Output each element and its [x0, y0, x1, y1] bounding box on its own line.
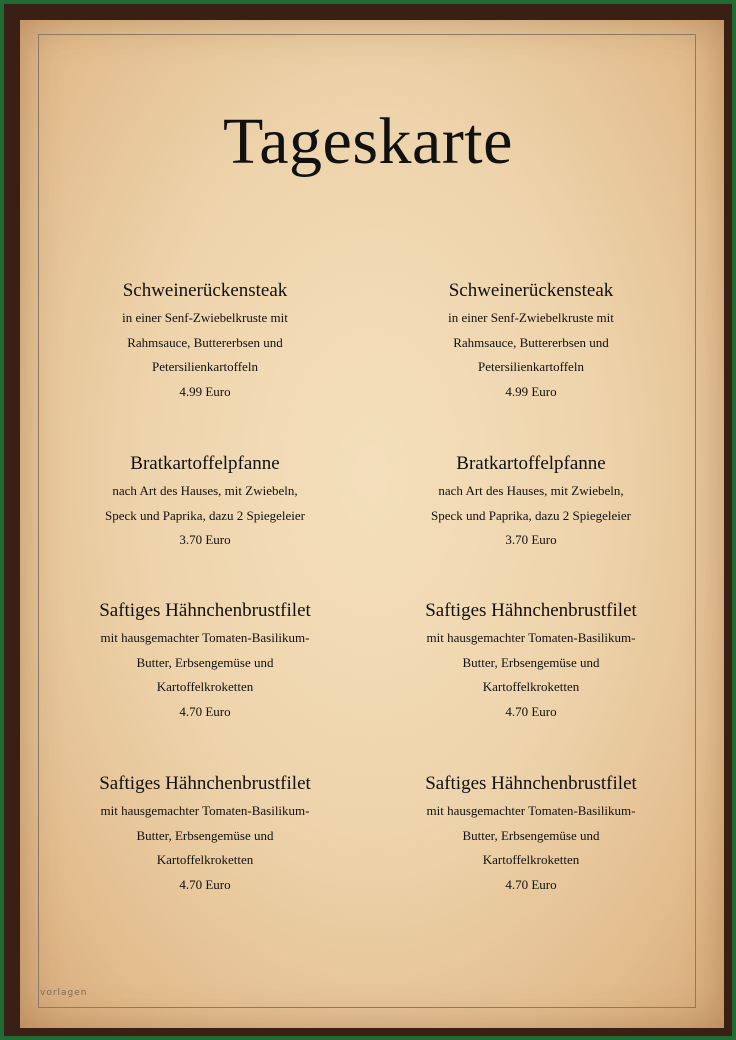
menu-item-right-1	[381, 280, 681, 404]
menu-item-right-4	[381, 773, 681, 897]
dish-name: Saftiges Hähnchenbrustfilet	[425, 600, 637, 621]
menu-item-left-4	[55, 773, 355, 897]
dish-description-line: mit hausgemachter Tomaten-Basilikum-	[100, 630, 310, 645]
dish-description-line: Butter, Erbsengemüse und	[462, 827, 600, 843]
dish-description-line: Butter, Erbsengemüse und	[136, 827, 274, 843]
dish-description-line: Rahmsauce, Buttererbsen und	[453, 334, 609, 350]
dish-price: 4.70 Euro	[179, 876, 231, 892]
menu-item-left-1	[55, 280, 355, 404]
dish-description-line: nach Art des Hauses, mit Zwiebeln,	[112, 483, 298, 498]
menu-item-left-2	[55, 453, 355, 553]
menu-item-right-2	[381, 453, 681, 553]
dish-name: Saftiges Hähnchenbrustfilet	[425, 773, 637, 794]
dish-price: 4.99 Euro	[179, 383, 231, 399]
dish-name: Bratkartoffelpfanne	[130, 453, 280, 474]
dish-price: 4.70 Euro	[505, 703, 557, 719]
dish-description-line: Petersilienkartoffeln	[152, 359, 258, 374]
dish-description-line: Kartoffelkroketten	[156, 679, 254, 694]
dish-description-line: Butter, Erbsengemüse und	[462, 654, 600, 670]
dish-description-line: in einer Senf-Zwiebelkruste mit	[122, 310, 288, 325]
dish-name: Saftiges Hähnchenbrustfilet	[99, 773, 311, 794]
dish-description-line: Speck und Paprika, dazu 2 Spiegeleier	[105, 507, 305, 523]
dish-description-line: mit hausgemachter Tomaten-Basilikum-	[426, 630, 636, 645]
dish-description-line: nach Art des Hauses, mit Zwiebeln,	[438, 483, 624, 498]
menu-item-right-3	[381, 600, 681, 724]
dish-description-line: Petersilienkartoffeln	[478, 359, 584, 374]
dish-name: Schweinerückensteak	[122, 280, 288, 301]
dish-description-line: Kartoffelkroketten	[156, 852, 254, 867]
dish-description-line: Kartoffelkroketten	[482, 679, 580, 694]
dish-name: Schweinerückensteak	[448, 280, 614, 301]
dish-price: 3.70 Euro	[505, 532, 557, 547]
dish-description-line: mit hausgemachter Tomaten-Basilikum-	[100, 803, 310, 818]
dish-price: 4.70 Euro	[179, 703, 231, 719]
watermark: vorlagen	[40, 988, 88, 998]
dish-name: Saftiges Hähnchenbrustfilet	[99, 600, 311, 621]
page-title: Tageskarte	[223, 105, 513, 178]
dish-description-line: in einer Senf-Zwiebelkruste mit	[448, 310, 614, 325]
dish-price: 4.99 Euro	[505, 383, 557, 399]
dish-description-line: Butter, Erbsengemüse und	[136, 654, 274, 670]
dish-name: Bratkartoffelpfanne	[456, 453, 606, 474]
dish-description-line: Rahmsauce, Buttererbsen und	[127, 334, 283, 350]
dish-price: 3.70 Euro	[179, 532, 231, 547]
dish-description-line: Kartoffelkroketten	[482, 852, 580, 867]
dish-description-line: Speck und Paprika, dazu 2 Spiegeleier	[431, 507, 631, 523]
dish-price: 4.70 Euro	[505, 876, 557, 892]
menu-item-left-3	[55, 600, 355, 724]
dish-description-line: mit hausgemachter Tomaten-Basilikum-	[426, 803, 636, 818]
